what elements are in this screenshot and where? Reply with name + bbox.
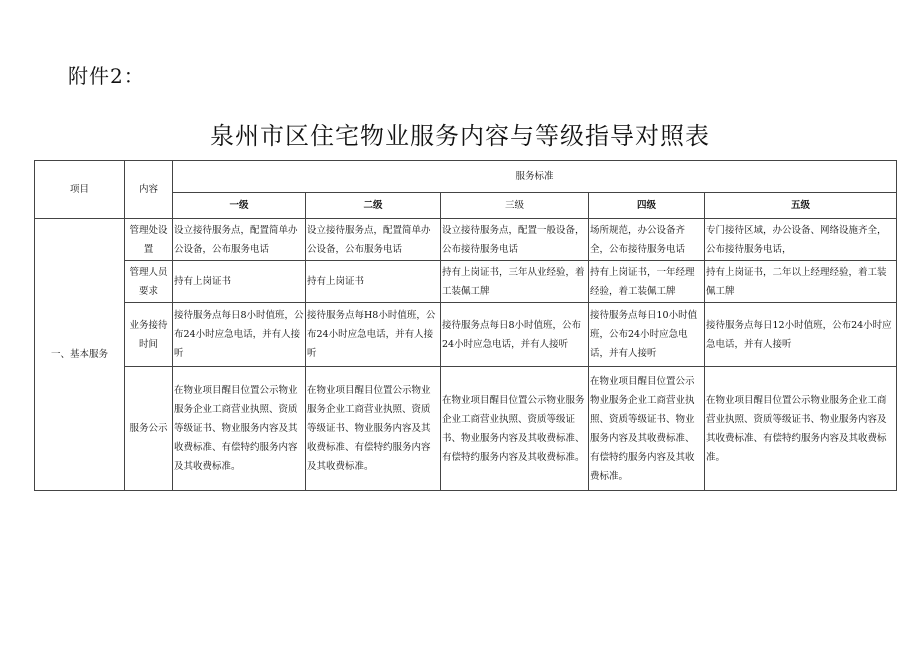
row-label-office-setup: 管理处设置 (125, 219, 173, 261)
table-cell: 持有上岗证书 (306, 261, 441, 303)
table-cell: 持有上岗证书，一年经理经验，着工装佩工牌 (589, 261, 705, 303)
table-cell: 设立接待服务点，配置一般设备，公布接待服务电话 (441, 219, 589, 261)
level-header-2: 二级 (306, 193, 441, 219)
table-cell: 在物业项目醒目位置公示物业服务企业工商营业执照、资质等级证书、物业服务内容及其收费标准、有偿特约服务内容及其收费标准。 (589, 367, 705, 491)
table-cell: 持有上岗证书，三年从业经验，着工装佩工牌 (441, 261, 589, 303)
table-cell: 在物业项目醒目位置公示物业服务企业工商营业执照、资质等级证书、物业服务内容及其收费标准、有偿特约服务内容及其收费标准。 (306, 367, 441, 491)
attachment-label: 附件2： (68, 64, 145, 88)
level-header-4: 四级 (589, 193, 705, 219)
table-cell: 设立接待服务点，配置简单办公设备，公布服务电话 (306, 219, 441, 261)
level-header-3: 三级 (441, 193, 589, 219)
row-label-staff-requirement: 管理人员要求 (125, 261, 173, 303)
table-cell: 设立接待服务点，配置简单办公设备，公布服务电话 (173, 219, 306, 261)
table-cell: 在物业项目醒目位置公示物业服务企业工商营业执照、资质等级证书、物业服务内容及其收费标准、有偿特约服务内容及其收费标准。 (705, 367, 897, 491)
level-header-1: 一级 (173, 193, 306, 219)
table-cell: 在物业项目醒目位置公示物业服务企业工商营业执照、资质等级证书、物业服务内容及其收费标准、有偿特约服务内容及其收费标准。 (173, 367, 306, 491)
service-standard-table (34, 160, 897, 491)
table-cell: 持有上岗证书 (173, 261, 306, 303)
table-cell: 接待服务点每日8小时值班，公布24小时应急电话，并有人接听 (441, 303, 589, 367)
table-row (35, 367, 897, 491)
document-title: 泉州市区住宅物业服务内容与等级指导对照表 (210, 122, 710, 150)
header-project: 项目 (35, 161, 125, 219)
table-cell: 接待服务点每H8小时值班，公布24小时应急电话，并有人接听 (306, 303, 441, 367)
header-service-standard: 服务标准 (173, 161, 897, 193)
row-label-public-notice: 服务公示 (125, 367, 173, 491)
row-label-reception-hours: 业务接待时间 (125, 303, 173, 367)
table-row (35, 219, 897, 261)
header-content: 内容 (125, 161, 173, 219)
table-cell: 接待服务点每日10小时值班，公布24小时应急电话，并有人接听 (589, 303, 705, 367)
table-cell: 持有上岗证书，二年以上经理经验，着工装佩工牌 (705, 261, 897, 303)
table-row (35, 261, 897, 303)
table-cell: 场所规范，办公设备齐全，公布接待服务电话 (589, 219, 705, 261)
table-cell: 专门接待区域，办公设备、网络设施齐全，公布接待服务电话， (705, 219, 897, 261)
table-cell: 在物业项目醒目位置公示物业服务企业工商营业执照、资质等级证书、物业服务内容及其收费标准、有偿特约服务内容及其收费标准。 (441, 367, 589, 491)
table-row (35, 303, 897, 367)
level-header-5: 五级 (705, 193, 897, 219)
table-cell: 接待服务点每日8小时值班，公布24小时应急电话，并有人接听 (173, 303, 306, 367)
section-basic-service: 一、基本服务 (35, 219, 125, 491)
table-cell: 接待服务点每日12小时值班，公布24小时应急电话，并有人接听 (705, 303, 897, 367)
